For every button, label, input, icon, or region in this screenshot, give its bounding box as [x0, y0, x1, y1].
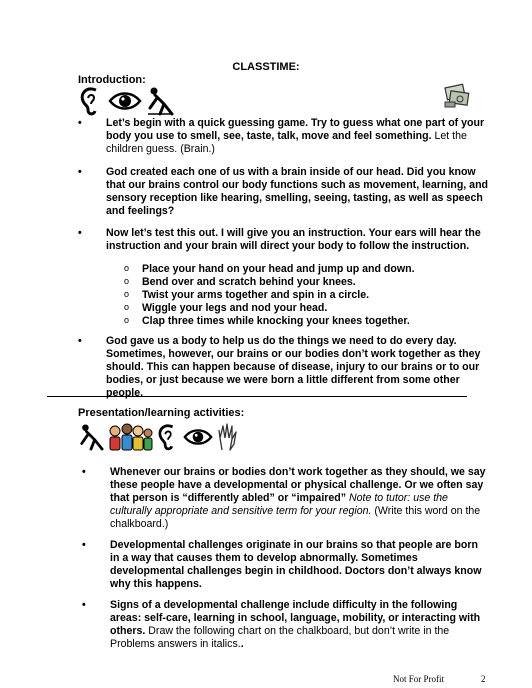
bullet-instruction: (Write this word on the chalkboard.) [110, 504, 481, 530]
instruction-item [124, 263, 464, 276]
bullet-glyph: • [78, 335, 82, 347]
presentation-heading: Presentation/learning activities: [78, 407, 245, 419]
eye-icon [108, 90, 142, 112]
instruction-item [124, 315, 464, 328]
intro-icons [78, 86, 174, 116]
stretching-person-icon [78, 422, 104, 452]
bullet-text: Whenever our brains or bodies don’t work together as they should, we say these people have a developmental or physical challenge. Or we often say that person is “differently abled” or “impaired” [110, 466, 486, 504]
presentation-bullet-2 [82, 539, 490, 591]
bullet-glyph: • [78, 117, 82, 129]
intro-bullet-2 [78, 166, 490, 218]
instruction-item [124, 276, 464, 289]
bullet-text: Developmental challenges originate in our brains so that people are born in a way that causes them to develop abnormally. Sometimes developmental challenges begin in childhood. Doctors don’t always know why this happens. [110, 539, 482, 590]
tutor-note: Note to tutor: use the culturally appropriate and sensitive term for your region. [110, 491, 448, 517]
intro-bullet-1 [78, 117, 490, 156]
presentation-bullet-1 [82, 466, 490, 531]
bullet-glyph: • [82, 539, 86, 551]
stretching-person-icon [146, 86, 174, 116]
bullet-text: Signs of a developmental challenge include difficulty in the following areas: self-care, learning in school, language, mobility, or interacting with others. [110, 599, 481, 637]
bullet-tail: . [240, 637, 244, 650]
presentation-icons [78, 422, 240, 452]
section-divider [47, 396, 467, 397]
sub-bullet-glyph: o [124, 275, 130, 286]
sub-bullet-glyph: o [124, 301, 130, 312]
sub-bullet-glyph: o [124, 314, 130, 325]
bullet-glyph: • [78, 166, 82, 178]
page-number: 2 [481, 674, 486, 684]
presentation-bullet-3 [82, 599, 490, 651]
instruction-text: Wiggle your legs and nod your head. [142, 301, 328, 314]
sub-bullet-glyph: o [124, 288, 130, 299]
bullet-glyph: • [82, 466, 86, 478]
bullet-note: Let the children guess. (Brain.) [106, 129, 467, 155]
bullet-text: God created each one of us with a brain inside of our head. Did you know that our brains control our body functions such as movement, learning, and sensory reception like hearing, smelling, seeing, tasting, as well as speech and feelings? [106, 166, 489, 217]
cash-stack-icon [442, 80, 472, 110]
ear-icon [156, 422, 180, 452]
hand-icon [216, 422, 240, 452]
instruction-text: Place your hand on your head and jump up and down. [142, 263, 415, 275]
instruction-text: Twist your arms together and spin in a circle. [142, 288, 370, 301]
instruction-item [124, 302, 464, 315]
bullet-text: Let’s begin with a quick guessing game. Try to guess what one part of your body you use to smell, see, taste, talk, move and feel something. [106, 117, 485, 142]
page-title: CLASSTIME: [232, 61, 300, 73]
eye-icon [183, 427, 213, 447]
bullet-text: Now let’s test this out. I will give you an instruction. Your ears will hear the instruction and your brain will direct your body to follow the instruction. [106, 227, 481, 252]
bullet-glyph: • [82, 599, 86, 611]
instruction-item [124, 289, 464, 302]
intro-bullet-3 [78, 227, 490, 253]
intro-heading: Introduction: [78, 74, 146, 86]
instruction-text: Bend over and scratch behind your knees. [142, 275, 356, 288]
intro-bullet-4 [78, 335, 490, 400]
instruction-list [124, 263, 464, 328]
instruction-text: Clap three times while knocking your knees together. [142, 314, 410, 327]
ear-icon [78, 86, 104, 116]
bullet-instruction: Draw the following chart on the chalkboard, but don’t write in the Problems answers in italics. [110, 624, 450, 650]
bullet-text: God gave us a body to help us do the things we need to do every day. Sometimes, however, our brains or our bodies don’t work together as they should. This can happen because of disease, injury to our brains or to our bodies, or just because we were born a little different from some other people. [106, 335, 481, 399]
children-group-icon [107, 422, 153, 452]
sub-bullet-glyph: o [124, 263, 130, 273]
bullet-glyph: • [78, 227, 82, 239]
footer-label: Not For Profit [393, 674, 445, 684]
